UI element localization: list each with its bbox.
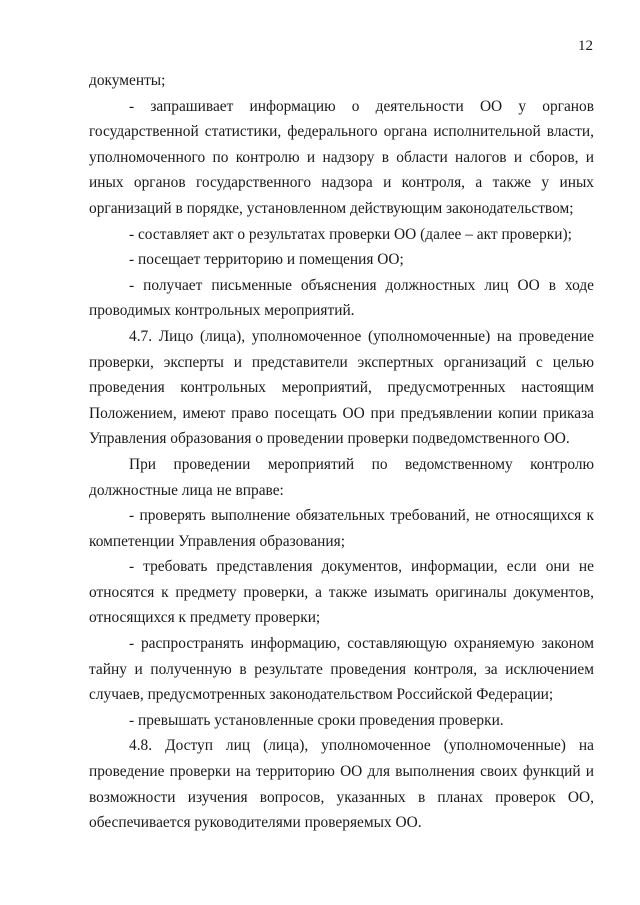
- paragraph-documents-end: документы;: [89, 72, 166, 89]
- page-number: 12: [578, 38, 593, 54]
- paragraph-disseminate-information: - распространять информацию, составляющую охраняемую законом тайну и полученную в результате проведения контроля, за исключением случаев, предусмотренных законодательством Российской Федерации;: [89, 635, 594, 704]
- paragraph-section-4-7: 4.7. Лицо (лица), уполномоченное (уполномоченные) на проведение проверки, эксперты и представители экспертных организаций с целью проведения контрольных мероприятий, предусмотренных настоящим Положением, имеют право посещать ОО при предъявлении копии приказа Управления образования о проведении проверки подведомственного ОО.: [89, 327, 594, 448]
- paragraph-visits-territory: - посещает территорию и помещения ОО;: [129, 251, 404, 269]
- paragraph-officials-not-entitled: При проведении мероприятий по ведомственному контролю должностные лица не вправе:: [89, 455, 594, 499]
- paragraph-requests-information: - запрашивает информацию о деятельности ОО у органов государственной статистики, федерального органа исполнительной власти, уполномоченного по контролю и надзору в области налогов и сборов, и иных органов государственного надзора и контроля, а также у иных организаций в порядке, установленном действующим законодательством;: [89, 97, 594, 217]
- paragraph-demand-documents: - требовать представления документов, информации, если они не относятся к предмету проверки, а также изымать оригиналы документов, относящихся к предмету проверки;: [89, 558, 594, 627]
- document-body: [89, 68, 594, 836]
- paragraph-compiles-act: - составляет акт о результатах проверки ОО (далее – акт проверки);: [129, 225, 572, 243]
- paragraph-section-4-8: 4.8. Доступ лиц (лица), уполномоченное (уполномоченные) на проведение проверки на территорию ОО для выполнения своих функций и возможности изучения вопросов, указанных в планах проверок ОО, обеспечивается руководителями проверяемых ОО.: [89, 737, 594, 832]
- paragraph-receives-explanations: - получает письменные объяснения должностных лиц ОО в ходе проводимых контрольных мероприятий.: [89, 276, 594, 320]
- paragraph-exceed-deadlines: - превышать установленные сроки проведения проверки.: [129, 711, 504, 729]
- paragraph-check-requirements: - проверять выполнение обязательных требований, не относящихся к компетенции Управления образования;: [89, 507, 594, 550]
